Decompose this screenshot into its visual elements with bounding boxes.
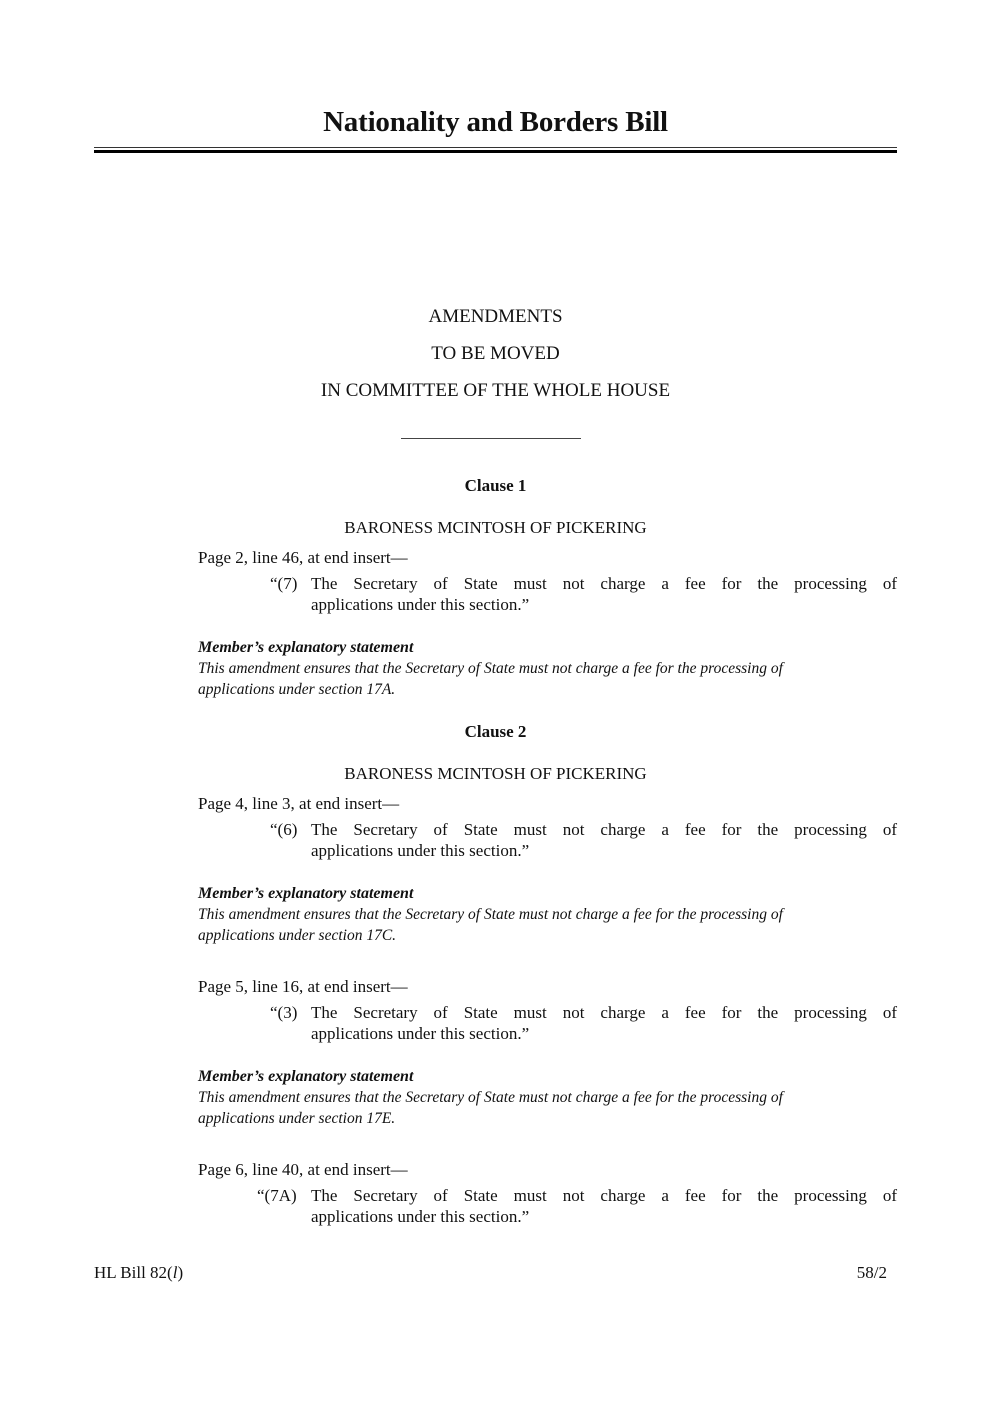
- page-reference: Page 2, line 46, at end insert—: [198, 548, 408, 567]
- bill-reference-prefix: HL Bill 82(: [94, 1263, 173, 1282]
- document-title: Nationality and Borders Bill: [323, 106, 668, 138]
- statement-body-line: This amendment ensures that the Secretary of State must not charge a fee for the processing of: [198, 1089, 783, 1106]
- subsection-number: “(7A): [257, 1186, 297, 1205]
- statement-body-line: applications under section 17E.: [198, 1110, 396, 1127]
- explanatory-statement: [198, 883, 897, 946]
- subsection-number: “(7): [270, 574, 298, 593]
- heading-amendments: AMENDMENTS: [428, 306, 563, 327]
- statement-body-line: applications under section 17C.: [198, 927, 397, 944]
- page-reference: Page 6, line 40, at end insert—: [198, 1160, 408, 1179]
- bill-reference-suffix: ): [177, 1263, 184, 1282]
- inserted-text-line: applications under this section.”: [311, 1024, 530, 1043]
- bill-reference-italic: l: [172, 1263, 178, 1282]
- explanatory-statement: [198, 637, 897, 700]
- subsection-number: “(6): [270, 820, 298, 839]
- subsection-number: “(3): [270, 1003, 298, 1022]
- inserted-text: [198, 573, 897, 615]
- statement-title: Member’s explanatory statement: [198, 885, 414, 902]
- inserted-text-line: applications under this section.”: [311, 841, 530, 860]
- member-name: BARONESS MCINTOSH OF PICKERING: [344, 764, 647, 783]
- inserted-text-line: The Secretary of State must not charge a fee for the processing of: [311, 574, 897, 593]
- inserted-text: [198, 1002, 897, 1044]
- member-name: BARONESS MCINTOSH OF PICKERING: [344, 518, 647, 537]
- page-reference: Page 4, line 3, at end insert—: [198, 794, 400, 813]
- explanatory-statement: [198, 1066, 897, 1129]
- heading-committee: IN COMMITTEE OF THE WHOLE HOUSE: [320, 380, 671, 401]
- inserted-text-line: The Secretary of State must not charge a fee for the processing of: [311, 820, 897, 839]
- inserted-text: [198, 819, 897, 861]
- bill-reference: [94, 1263, 183, 1283]
- inserted-text: [198, 1185, 897, 1227]
- statement-title: Member’s explanatory statement: [198, 639, 414, 656]
- inserted-text-line: applications under this section.”: [311, 595, 530, 614]
- title-rule-thick: [94, 150, 897, 153]
- heading-to-be-moved: TO BE MOVED: [431, 343, 560, 364]
- page-code: 58/2: [856, 1263, 887, 1282]
- statement-body-line: applications under section 17A.: [198, 681, 396, 698]
- inserted-text-line: The Secretary of State must not charge a fee for the processing of: [311, 1003, 897, 1022]
- heading-divider: [401, 438, 581, 439]
- page-reference: Page 5, line 16, at end insert—: [198, 977, 408, 996]
- statement-title: Member’s explanatory statement: [198, 1068, 414, 1085]
- title-rule-thin: [94, 147, 897, 148]
- statement-body-line: This amendment ensures that the Secretary of State must not charge a fee for the processing of: [198, 660, 783, 677]
- inserted-text-line: The Secretary of State must not charge a fee for the processing of: [311, 1186, 897, 1205]
- inserted-text-line: applications under this section.”: [311, 1207, 530, 1226]
- statement-body-line: This amendment ensures that the Secretary of State must not charge a fee for the processing of: [198, 906, 783, 923]
- clause-heading: Clause 1: [464, 476, 527, 495]
- clause-heading: Clause 2: [464, 722, 527, 741]
